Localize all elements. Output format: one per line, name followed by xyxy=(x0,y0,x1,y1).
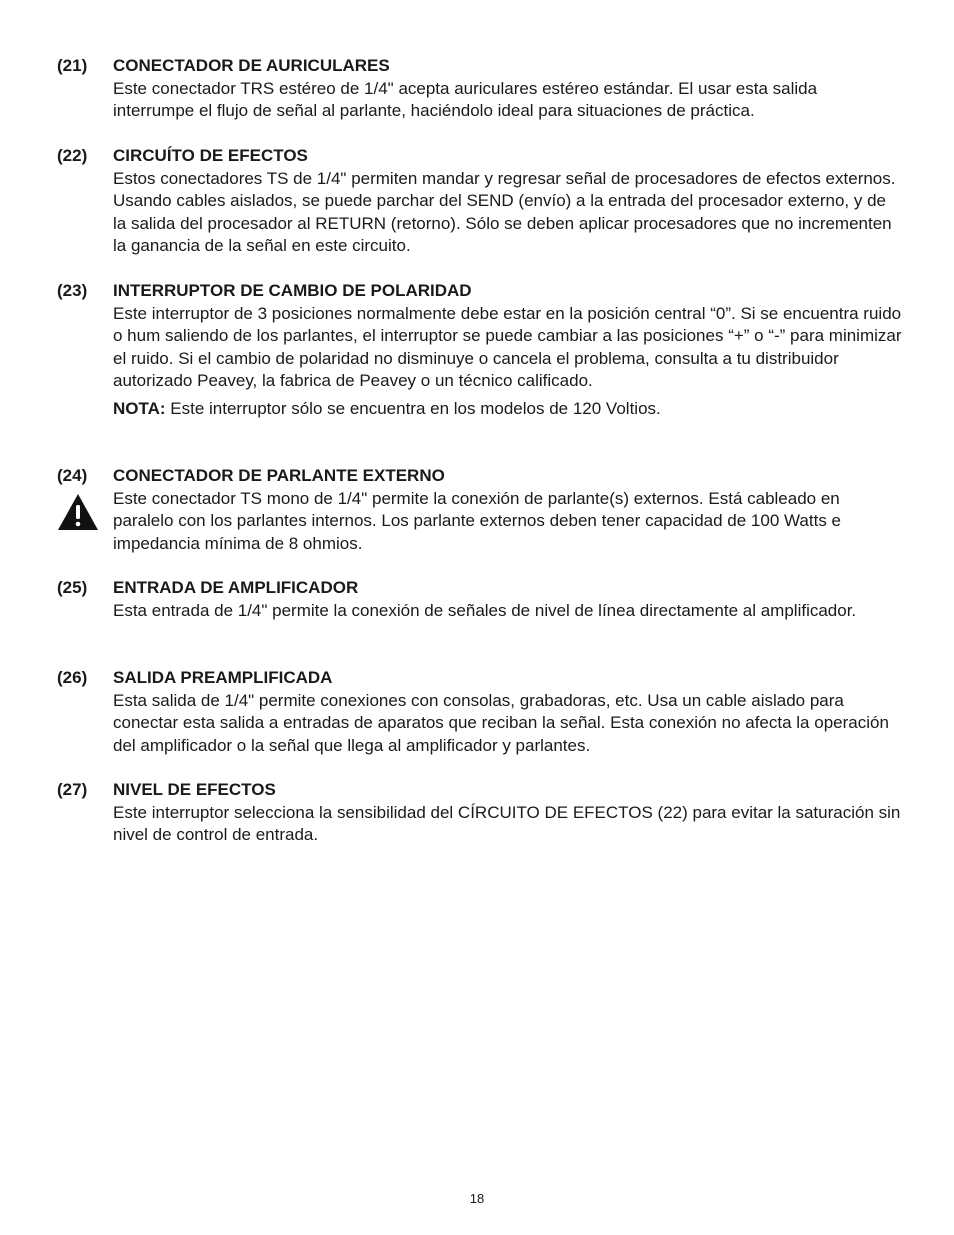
section-number: (22) xyxy=(57,146,88,165)
section-number: (27) xyxy=(57,780,88,799)
section-number: (26) xyxy=(57,668,88,687)
section-content xyxy=(113,280,903,420)
section-body: Este conectador TRS estéreo de 1/4" acepta auriculares estéreo estándar. El usar esta salida interrumpe el flujo de señal al parlante, haciéndolo ideal para situaciones de práctica. xyxy=(113,78,818,120)
section-title: CONECTADOR DE AURICULARES xyxy=(113,56,390,75)
section-body: Este interruptor selecciona la sensibilidad del CÍRCUITO DE EFECTOS (22) para evitar la saturación sin nivel de control de entrada. xyxy=(113,802,901,844)
section-title: CIRCUÍTO DE EFECTOS xyxy=(113,146,308,165)
section-title: SALIDA PREAMPLIFICADA xyxy=(113,668,333,687)
section-number: (21) xyxy=(57,56,88,75)
section-body: Este conectador TS mono de 1/4" permite la conexión de parlante(s) externos. Está cableado en paralelo con los parlantes internos. Los parlante externos deben tener capacidad de 100 Watts e impedancia mínima de 8 ohmios. xyxy=(113,488,842,553)
section-title: INTERRUPTOR DE CAMBIO DE POLARIDAD xyxy=(113,281,472,300)
section-content xyxy=(113,779,903,847)
section-content xyxy=(113,55,903,123)
section-content xyxy=(113,667,903,757)
note-text: Este interruptor sólo se encuentra en los modelos de 120 Voltios. xyxy=(165,398,661,418)
section-body: Este interruptor de 3 posiciones normalmente debe estar en la posición central “0”. Si se encuentra ruido o hum saliendo de los parlantes, el interruptor se puede cambiar a las posiciones “+” o “-” para minimizar el ruido. Si el cambio de polaridad no disminuye o cancela el problema, consulta a tu distribuidor autorizado Peavey, la fabrica de Peavey o un técnico calificado. xyxy=(113,303,902,390)
section-content xyxy=(113,577,903,622)
section-number: (23) xyxy=(57,281,88,300)
section-body: Esta entrada de 1/4" permite la conexión de señales de nivel de línea directamente al amplificador. xyxy=(113,600,857,620)
section-content xyxy=(113,465,903,555)
page-number: 18 xyxy=(469,1191,485,1206)
section-number: (25) xyxy=(57,578,88,597)
section-title: NIVEL DE EFECTOS xyxy=(113,780,276,799)
section-title: CONECTADOR DE PARLANTE EXTERNO xyxy=(113,466,445,485)
section-body: Esta salida de 1/4" permite conexiones con consolas, grabadoras, etc. Usa un cable aislado para conectar esta salida a entradas de aparatos que reciban la señal. Esta conexión no afecta la operación del amplificador o la señal que llega al amplificador y parlantes. xyxy=(113,690,889,755)
section-body: Estos conectadores TS de 1/4" permiten mandar y regresar señal de procesadores de efectos externos. Usando cables aislados, se puede parchar del SEND (envío) a la entrada del procesador externo, y de la salida del procesador al RETURN (retorno). Sólo se deben aplicar procesadores que no incrementen la ganancia de la señal en este circuito. xyxy=(113,168,896,255)
note-label: NOTA: xyxy=(113,398,166,418)
section-content xyxy=(113,145,903,258)
warning-triangle-icon xyxy=(57,493,99,531)
section-title: ENTRADA DE AMPLIFICADOR xyxy=(113,578,359,597)
section-note xyxy=(113,398,903,421)
section-number: (24) xyxy=(57,466,88,485)
